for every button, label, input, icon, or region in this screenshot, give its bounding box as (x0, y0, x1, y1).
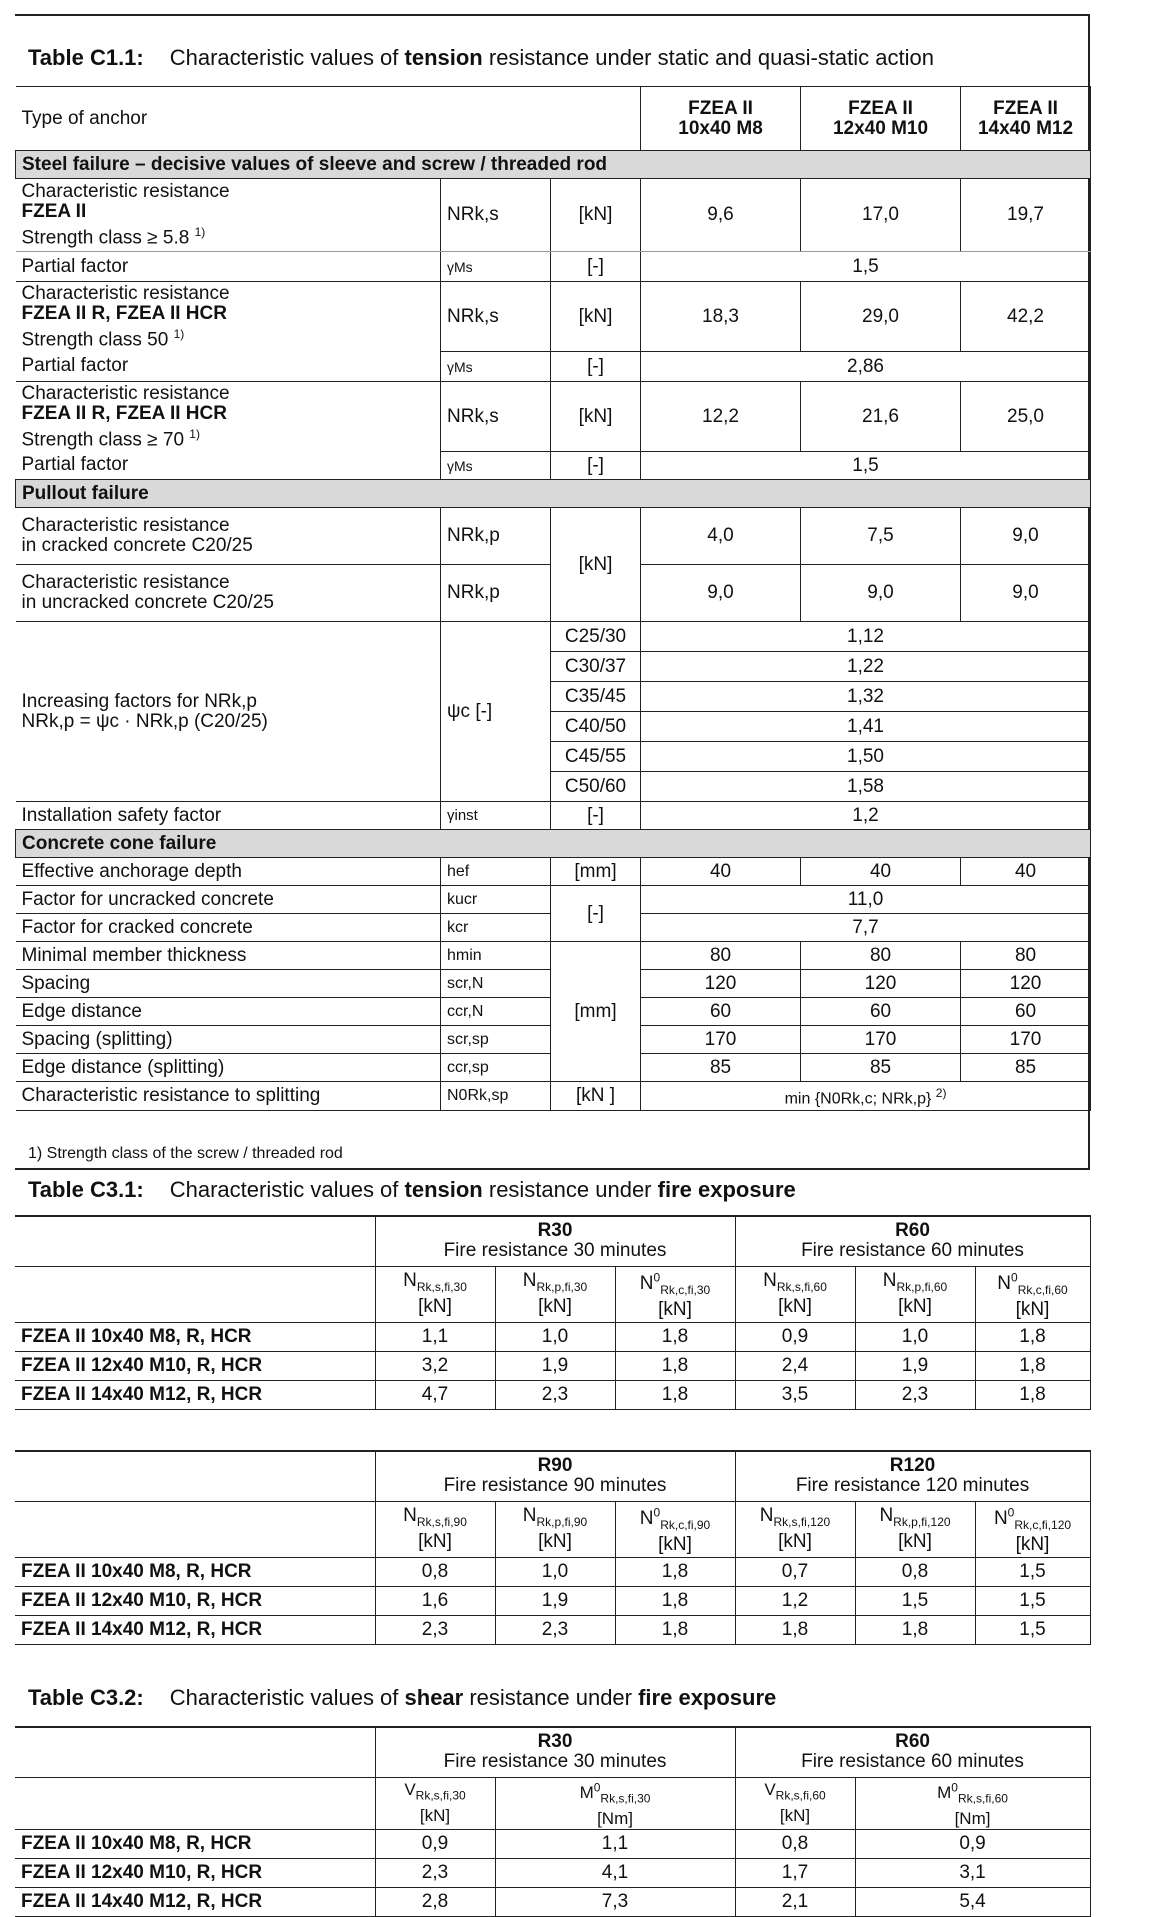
type-of-anchor-label: Type of anchor (16, 87, 641, 151)
table-c11 (15, 86, 1091, 1111)
table-row: C30/37 1,22 (16, 652, 1091, 682)
table-row: Edge distance ccr,N 60 60 60 (16, 998, 1091, 1026)
sub-header-cell: $V_{Rk,s,fi,60}$ [kN] (735, 1777, 855, 1829)
table-row: C35/45 1,32 (16, 682, 1091, 712)
table-row: FZEA II 12x40 M10, R, HCR 1,6 1,9 1,8 1,2 1,5 1,5 (15, 1586, 1090, 1615)
table-row: Minimal member thickness hmin [mm] 80 80 80 (16, 942, 1091, 970)
sub-header-cell: $V_{Rk,s,fi,30}$ [kN] (375, 1777, 495, 1829)
group-header-row (15, 1727, 1090, 1777)
sub-header-cell: $N_{Rk,p,fi,30}$ [kN] (495, 1266, 615, 1322)
table-row: FZEA II 12x40 M10, R, HCR 2,3 4,1 1,7 3,1 (15, 1858, 1090, 1887)
table-c31-r90-r120 (15, 1450, 1091, 1645)
table-row: Installation safety factor γinst [-] 1,2 (16, 802, 1091, 830)
sub-header-cell: $N_{Rk,s,fi,120}$ [kN] (735, 1501, 855, 1557)
col-header-m8: FZEA II 10x40 M8 (641, 87, 801, 151)
table-row: Characteristic resistance FZEA II R, FZEA II HCR Strength class 50 $^{1)}$ NRk,s [kN] 18,3 29,0 42,2 (16, 282, 1091, 352)
table-row: Factor for cracked concrete kcr 7,7 (16, 914, 1091, 942)
fire-group-header: R120 Fire resistance 120 minutes (735, 1451, 1090, 1501)
sub-header-row (15, 1777, 1090, 1829)
table-row: Partial factor γMs [-] 1,5 (16, 252, 1091, 282)
sub-header-cell: $N^0_{Rk,c,fi,120}$ [kN] (975, 1501, 1090, 1557)
table-row: Effective anchorage depth hef [mm] 40 40 40 (16, 858, 1091, 886)
table-row: Characteristic resistance in uncracked concrete C20/25 NRk,p 9,0 9,0 9,0 (16, 565, 1091, 622)
table-row: FZEA II 10x40 M8, R, HCR 1,1 1,0 1,8 0,9 1,0 1,8 (15, 1322, 1090, 1351)
table-c31-title: Table C3.1: Characteristic values of tension resistance under fire exposure (28, 1177, 796, 1202)
table-row: FZEA II 12x40 M10, R, HCR 3,2 1,9 1,8 2,4 1,9 1,8 (15, 1351, 1090, 1380)
table-row: C45/55 1,50 (16, 742, 1091, 772)
table-c32-title: Table C3.2: Characteristic values of shear resistance under fire exposure (28, 1685, 777, 1710)
col-header-m12: FZEA II 14x40 M12 (961, 87, 1091, 151)
sub-header-cell: $N_{Rk,s,fi,30}$ [kN] (375, 1266, 495, 1322)
fire-group-header: R30 Fire resistance 30 minutes (375, 1727, 735, 1777)
table-row: Spacing scr,N 120 120 120 (16, 970, 1091, 998)
table-row: Partial factor γMs [-] 1,5 (16, 452, 1091, 480)
section-pullout-failure: Pullout failure (16, 480, 1091, 508)
sub-header-cell: $M^0_{Rk,s,fi,60}$ [Nm] (855, 1777, 1090, 1829)
table-row: FZEA II 14x40 M12, R, HCR 2,8 7,3 2,1 5,4 (15, 1887, 1090, 1916)
table-row: C40/50 1,41 (16, 712, 1091, 742)
sub-header-cell: $M^0_{Rk,s,fi,30}$ [Nm] (495, 1777, 735, 1829)
table-c32 (15, 1726, 1091, 1917)
group-header-row (15, 1216, 1090, 1266)
table-row: Spacing (splitting) scr,sp 170 170 170 (16, 1026, 1091, 1054)
sub-header-cell: $N^0_{Rk,c,fi,30}$ [kN] (615, 1266, 735, 1322)
table-label: Table C1.1: (28, 45, 144, 70)
table-row: Partial factor γMs [-] 2,86 (16, 352, 1091, 382)
footnote: 1) Strength class of the screw / threaded rod (28, 1145, 343, 1162)
table-c31-r30-r60 (15, 1215, 1091, 1410)
table-row: Characteristic resistance in cracked concrete C20/25 NRk,p [kN] 4,0 7,5 9,0 (16, 508, 1091, 565)
table-row: Increasing factors for NRk,p NRk,p = ψc · NRk,p (C20/25) ψc [-] C25/30 1,12 (16, 622, 1091, 652)
sub-header-cell: $N_{Rk,p,fi,60}$ [kN] (855, 1266, 975, 1322)
table-row: Characteristic resistance to splitting N0Rk,sp [kN ] min {N0Rk,c; NRk,p} $^{2)}$ (16, 1082, 1091, 1111)
table-row: Edge distance (splitting) ccr,sp 85 85 85 (16, 1054, 1091, 1082)
table-row: FZEA II 10x40 M8, R, HCR 0,9 1,1 0,8 0,9 (15, 1829, 1090, 1858)
table-row: FZEA II 14x40 M12, R, HCR 4,7 2,3 1,8 3,5 2,3 1,8 (15, 1380, 1090, 1409)
table-header-row (16, 87, 1091, 151)
table-row: Characteristic resistance FZEA II Strength class ≥ 5.8 $^{1)}$ NRk,s [kN] 9,6 17,0 19,7 (16, 179, 1091, 252)
section-steel-failure: Steel failure – decisive values of sleeve and screw / threaded rod (16, 151, 1091, 179)
sub-header-cell: $N^0_{Rk,c,fi,90}$ [kN] (615, 1501, 735, 1557)
fire-group-header: R90 Fire resistance 90 minutes (375, 1451, 735, 1501)
table-row: Characteristic resistance FZEA II R, FZEA II HCR Strength class ≥ 70 $^{1)}$ NRk,s [kN] 12,2 21,6 25,0 (16, 382, 1091, 452)
sub-header-cell: $N_{Rk,p,fi,120}$ [kN] (855, 1501, 975, 1557)
sub-header-row (15, 1266, 1090, 1322)
divider (15, 1168, 1090, 1170)
table-row: FZEA II 14x40 M12, R, HCR 2,3 2,3 1,8 1,8 1,8 1,5 (15, 1615, 1090, 1644)
sub-header-row (15, 1501, 1090, 1557)
sub-header-cell: $N_{Rk,p,fi,90}$ [kN] (495, 1501, 615, 1557)
fire-group-header: R60 Fire resistance 60 minutes (735, 1216, 1090, 1266)
section-concrete-cone: Concrete cone failure (16, 830, 1091, 858)
fire-group-header: R60 Fire resistance 60 minutes (735, 1727, 1090, 1777)
sub-header-cell: $N^0_{Rk,c,fi,60}$ [kN] (975, 1266, 1090, 1322)
table-c11-title: Table C1.1: Characteristic values of tension resistance under static and quasi-static action (28, 45, 934, 70)
group-header-row (15, 1451, 1090, 1501)
table-row: FZEA II 10x40 M8, R, HCR 0,8 1,0 1,8 0,7 0,8 1,5 (15, 1557, 1090, 1586)
col-header-m10: FZEA II 12x40 M10 (801, 87, 961, 151)
sub-header-cell: $N_{Rk,s,fi,60}$ [kN] (735, 1266, 855, 1322)
sub-header-cell: $N_{Rk,s,fi,90}$ [kN] (375, 1501, 495, 1557)
table-row: Factor for uncracked concrete kucr [-] 11,0 (16, 886, 1091, 914)
table-row: C50/60 1,58 (16, 772, 1091, 802)
fire-group-header: R30 Fire resistance 30 minutes (375, 1216, 735, 1266)
